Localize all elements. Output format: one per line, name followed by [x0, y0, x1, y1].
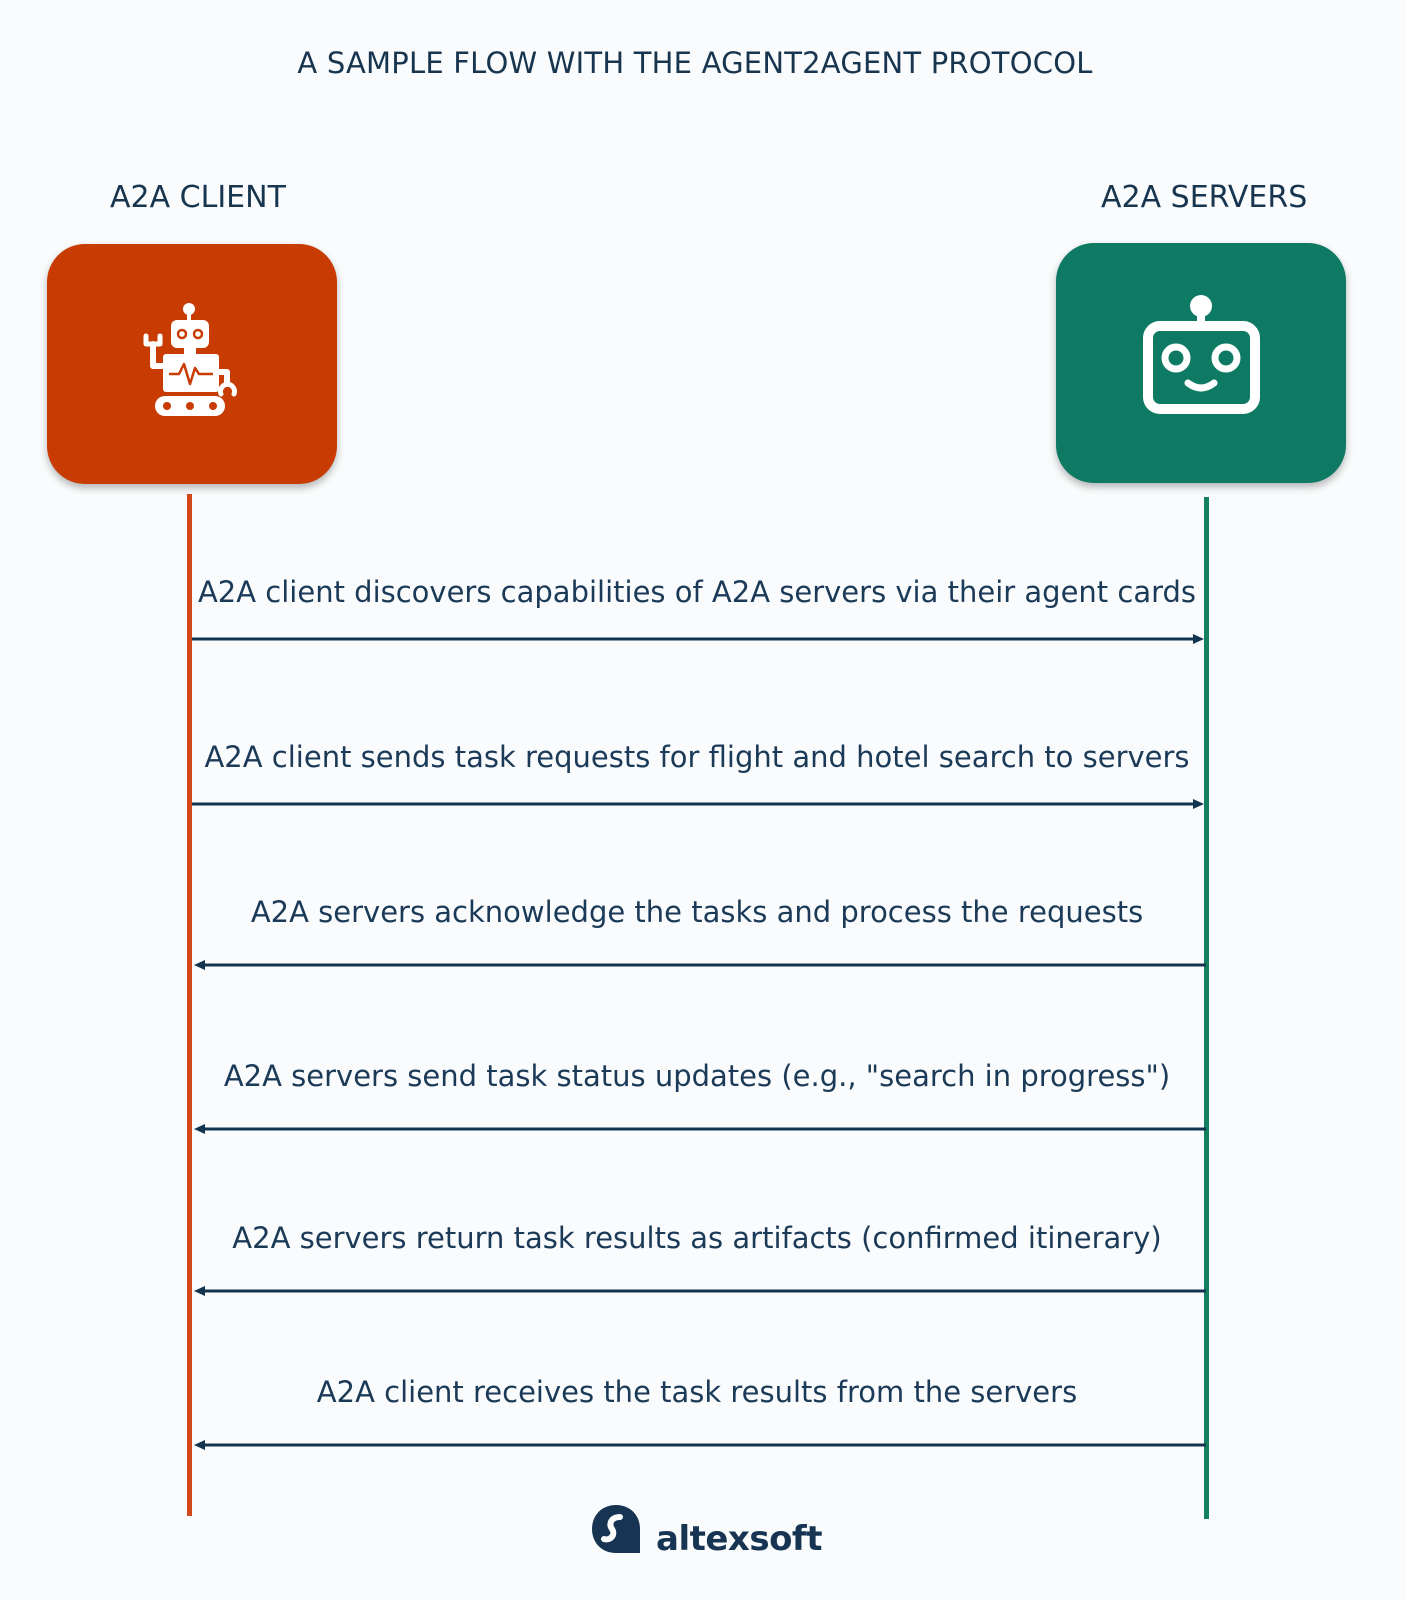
bot-face-icon — [1056, 243, 1346, 483]
message-5-text: A2A servers return task results as artifacts (confirmed itinerary) — [232, 1221, 1162, 1255]
server-label: A2A SERVERS — [1101, 180, 1308, 215]
server-actor-box — [1056, 243, 1346, 483]
client-label: A2A CLIENT — [110, 180, 286, 215]
message-1-arrow — [192, 633, 1206, 645]
message-4-arrow — [194, 1123, 1206, 1135]
altexsoft-logo-text: altexsoft — [656, 1519, 822, 1559]
message-4-text: A2A servers send task status updates (e.g., "search in progress") — [223, 1059, 1171, 1093]
client-actor-box — [47, 244, 337, 484]
message-1-text: A2A client discovers capabilities of A2A servers via their agent cards — [197, 575, 1197, 609]
message-6-arrow — [194, 1439, 1206, 1451]
altexsoft-logo-icon — [588, 1501, 644, 1561]
message-3-text: A2A servers acknowledge the tasks and process the requests — [250, 895, 1144, 929]
message-3-arrow — [194, 959, 1206, 971]
message-2-text: A2A client sends task requests for flight and hotel search to servers — [204, 740, 1190, 774]
server-lifeline — [1204, 497, 1209, 1519]
message-6-text: A2A client receives the task results from the servers — [316, 1375, 1078, 1409]
message-5-arrow — [194, 1285, 1206, 1297]
client-lifeline — [187, 494, 192, 1516]
diagram-title: A SAMPLE FLOW WITH THE AGENT2AGENT PROTOCOL — [297, 46, 1093, 80]
robot-arm-icon — [47, 244, 337, 484]
message-2-arrow — [192, 798, 1206, 810]
altexsoft-logo — [588, 1501, 822, 1561]
